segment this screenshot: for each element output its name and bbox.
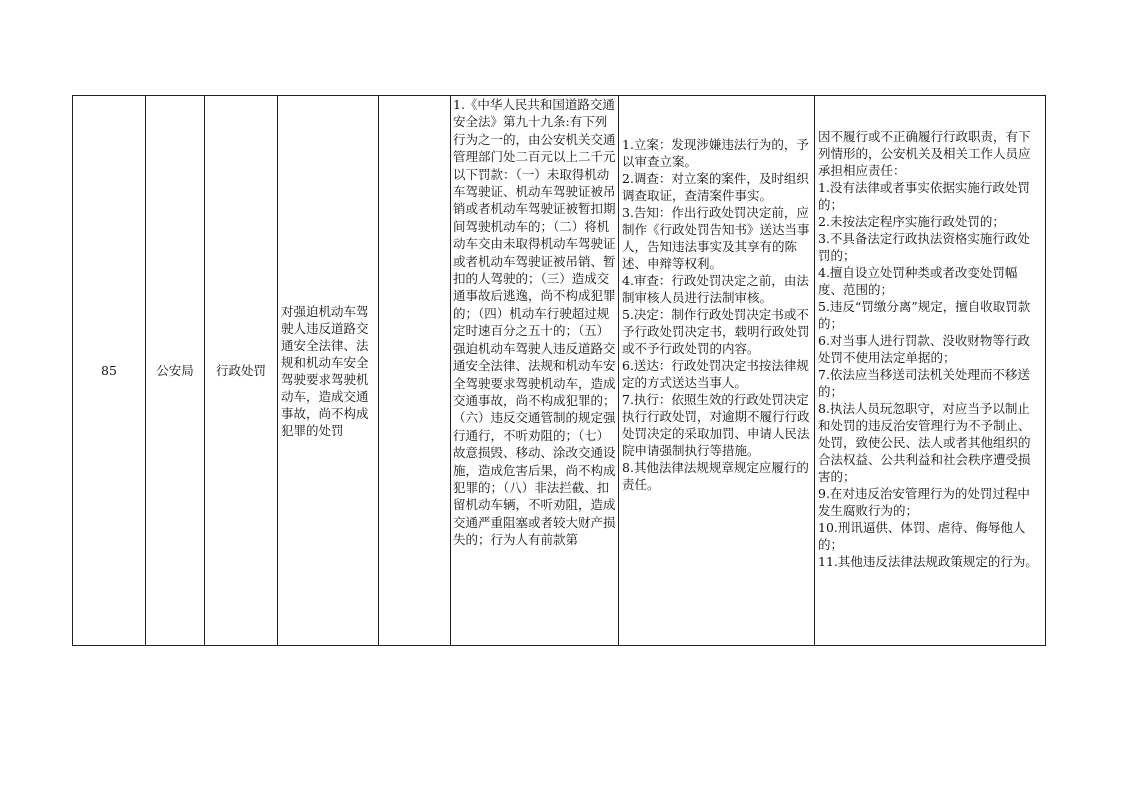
legal-basis-cell	[451, 96, 619, 646]
procedure-cell	[619, 96, 815, 646]
procedure-step: 7.执行：依照生效的行政处罚决定执行行政处罚，对逾期不履行行政处罚决定的采取加罚、申请人民法院申请强制执行等措施。	[622, 392, 810, 458]
responsibility-item: 11.其他违反法律法规政策规定的行为。	[818, 554, 1038, 569]
responsibility-item: 4.擅自设立处罚种类或者改变处罚幅度、范围的；	[818, 265, 1018, 297]
power-list-table	[72, 95, 1046, 646]
item-name-cell	[278, 96, 379, 646]
responsibility-cell	[815, 96, 1046, 646]
responsibility-item: 6.对当事人进行罚款、没收财物等行政处罚不使用法定单据的；	[818, 333, 1030, 365]
procedure-step: 6.送达：行政处罚决定书按法律规定的方式送达当事人。	[622, 358, 809, 390]
department-cell: 公安局	[146, 96, 205, 646]
procedure-step: 4.审查：行政处罚决定之前，由法制审核人员进行法制审核。	[622, 273, 809, 305]
procedure-step: 3.告知：作出行政处罚决定前，应制作《行政处罚告知书》送达当事人，告知违法事实及其享有的陈述、申辩等权利。	[622, 205, 810, 271]
procedure-step: 1.立案：发现涉嫌违法行为的，予以审查立案。	[622, 137, 809, 169]
table-row	[73, 96, 1046, 646]
responsibility-item: 2.未按法定程序实施行政处罚的；	[818, 214, 1005, 229]
item-name-text: 对强迫机动车驾驶人违反道路交通安全法律、法规和机动车安全驾驶要求驾驶机动车，造成交通事故，尚不构成犯罪的处罚	[281, 303, 369, 438]
procedure-step: 5.决定：制作行政处罚决定书或不予行政处罚决定书，载明行政处罚或不予行政处罚的内容。	[622, 307, 810, 356]
responsibility-item: 10.刑讯逼供、体罚、虐待、侮辱他人的；	[818, 520, 1026, 552]
legal-basis-text: 1.《中华人民共和国道路交通安全法》第九十九条:有下列行为之一的，由公安机关交通管理部门处二百元以上二千元以下罚款：（一）未取得机动车驾驶证、机动车驾驶证被吊销或者机动车驾驶证被暂扣期间驾驶机动车的；（二）将机动车交由未取得机动车驾驶证或者机动车驾驶证被吊销、暂扣的人驾驶的；（三）造成交通事故后逃逸，尚不构成犯罪的；（四）机动车行驶超过规定时速百分之五十的；（五）强迫机动车驾驶人违反道路交通安全法律、法规和机动车安全驾驶要求驾驶机动车，造成交通事故，尚不构成犯罪的；（六）违反交通管制的规定强行通行，不听劝阻的；（七）故意损毁、移动、涂改交通设施，造成危害后果，尚不构成犯罪的；（八）非法拦截、扣留机动车辆，不听劝阻，造成交通严重阻塞或者较大财产损失的；行为人有前款第	[453, 97, 616, 548]
responsibility-item: 8.执法人员玩忽职守，对应当予以制止和处罚的违反治安管理行为不予制止、处罚，致使公民、法人或者其他组织的合法权益、公共利益和社会秩序遭受损害的；	[818, 401, 1031, 484]
responsibility-item: 7.依法应当移送司法机关处理而不移送的；	[818, 367, 1030, 399]
procedure-step: 2.调查：对立案的案件，及时组织调查取证，查清案件事实。	[622, 171, 809, 203]
responsibility-item: 9.在对违反治安管理行为的处罚过程中发生腐败行为的；	[818, 486, 1030, 518]
responsibility-item: 5.违反“罚缴分离”规定，擅自收取罚款的；	[818, 299, 1031, 331]
responsibility-item: 1.没有法律或者事实依据实施行政处罚的；	[818, 180, 1030, 212]
power-type-cell: 行政处罚	[205, 96, 278, 646]
responsibility-item: 3.不具备法定行政执法资格实施行政处罚的；	[818, 231, 1030, 263]
subitem-cell	[379, 96, 451, 646]
row-number: 85	[73, 96, 146, 646]
procedure-step: 8.其他法律法规规章规定应履行的责任。	[622, 460, 809, 492]
responsibility-intro: 因不履行或不正确履行行政职责，有下列情形的，公安机关及相关工作人员应承担相应责任：	[818, 129, 1031, 178]
